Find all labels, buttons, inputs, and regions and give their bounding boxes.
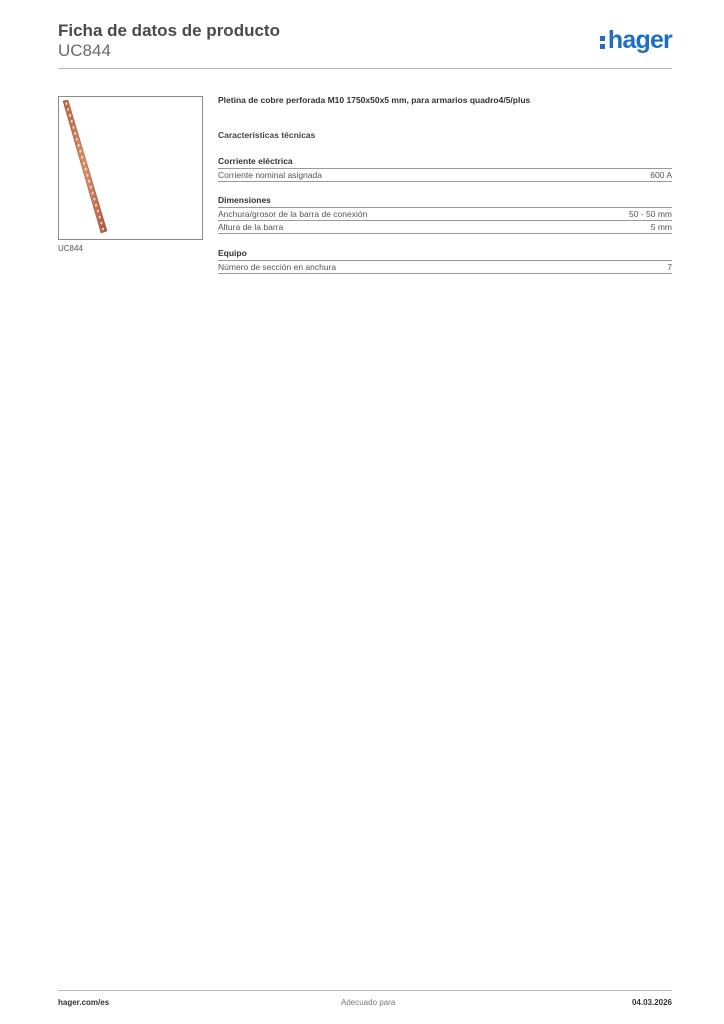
busbar-hole bbox=[83, 162, 85, 165]
spec-label: Número de sección en anchura bbox=[218, 262, 337, 272]
product-description: Pletina de cobre perforada M10 1750x50x5 mm, para armarios quadro4/5/plus bbox=[218, 95, 531, 105]
page-footer bbox=[58, 998, 672, 1010]
spec-label: Altura de la barra bbox=[218, 222, 284, 232]
busbar-hole bbox=[86, 174, 88, 177]
footer-date: 04.03.2026 bbox=[631, 998, 672, 1007]
image-caption: UC844 bbox=[58, 244, 83, 253]
spec-group-electric-current bbox=[218, 156, 672, 182]
busbar-hole bbox=[95, 204, 97, 207]
specs-section-title: Características técnicas bbox=[218, 130, 316, 140]
busbar-hole bbox=[72, 126, 74, 129]
busbar-hole bbox=[69, 114, 71, 117]
footer-suitable-for: Adecuado para bbox=[341, 998, 396, 1007]
spec-group-title: Dimensiones bbox=[218, 195, 672, 208]
spec-row bbox=[218, 261, 672, 274]
busbar-hole bbox=[90, 186, 92, 189]
busbar-hole bbox=[93, 198, 95, 201]
footer-website-link[interactable]: hager.com/es bbox=[58, 998, 110, 1007]
spec-group-dimensions bbox=[218, 195, 672, 234]
spec-row bbox=[218, 208, 672, 221]
page-title: Ficha de datos de producto bbox=[58, 21, 280, 40]
spec-group-title: Equipo bbox=[218, 248, 672, 261]
busbar-hole bbox=[92, 192, 94, 195]
spec-value: 50 - 50 mm bbox=[629, 209, 672, 219]
busbar-hole bbox=[85, 168, 87, 171]
logo-colon-icon bbox=[600, 33, 606, 49]
copper-busbar-image bbox=[59, 97, 202, 239]
spec-value: 5 mm bbox=[650, 222, 672, 232]
busbar-hole bbox=[88, 180, 90, 183]
spec-row bbox=[218, 221, 672, 234]
busbar-hole bbox=[74, 132, 76, 135]
busbar-hole bbox=[71, 120, 73, 123]
busbar-hole bbox=[76, 138, 78, 141]
logo-text: hager bbox=[607, 26, 672, 54]
busbar-hole bbox=[99, 216, 101, 219]
page-header bbox=[58, 20, 672, 60]
busbar-hole bbox=[79, 150, 81, 153]
product-code: UC844 bbox=[58, 41, 111, 60]
spec-value: 600 A bbox=[650, 170, 672, 180]
spec-value: 7 bbox=[667, 262, 672, 272]
header-divider bbox=[58, 68, 672, 69]
busbar-hole bbox=[100, 222, 102, 225]
busbar-hole bbox=[78, 144, 80, 147]
busbar-hole bbox=[81, 156, 83, 159]
spec-label: Corriente nominal asignada bbox=[218, 170, 322, 180]
busbar-hole bbox=[97, 210, 99, 213]
busbar-hole bbox=[65, 102, 67, 105]
spec-group-title: Corriente eléctrica bbox=[218, 156, 672, 169]
hager-logo bbox=[600, 26, 672, 54]
busbar-hole bbox=[102, 228, 104, 231]
spec-row bbox=[218, 169, 672, 182]
footer-divider bbox=[58, 990, 672, 991]
product-image-frame bbox=[58, 96, 203, 240]
spec-label: Anchura/grosor de la barra de conexión bbox=[218, 209, 368, 219]
busbar-hole bbox=[67, 108, 69, 111]
spec-group-equipment bbox=[218, 248, 672, 274]
